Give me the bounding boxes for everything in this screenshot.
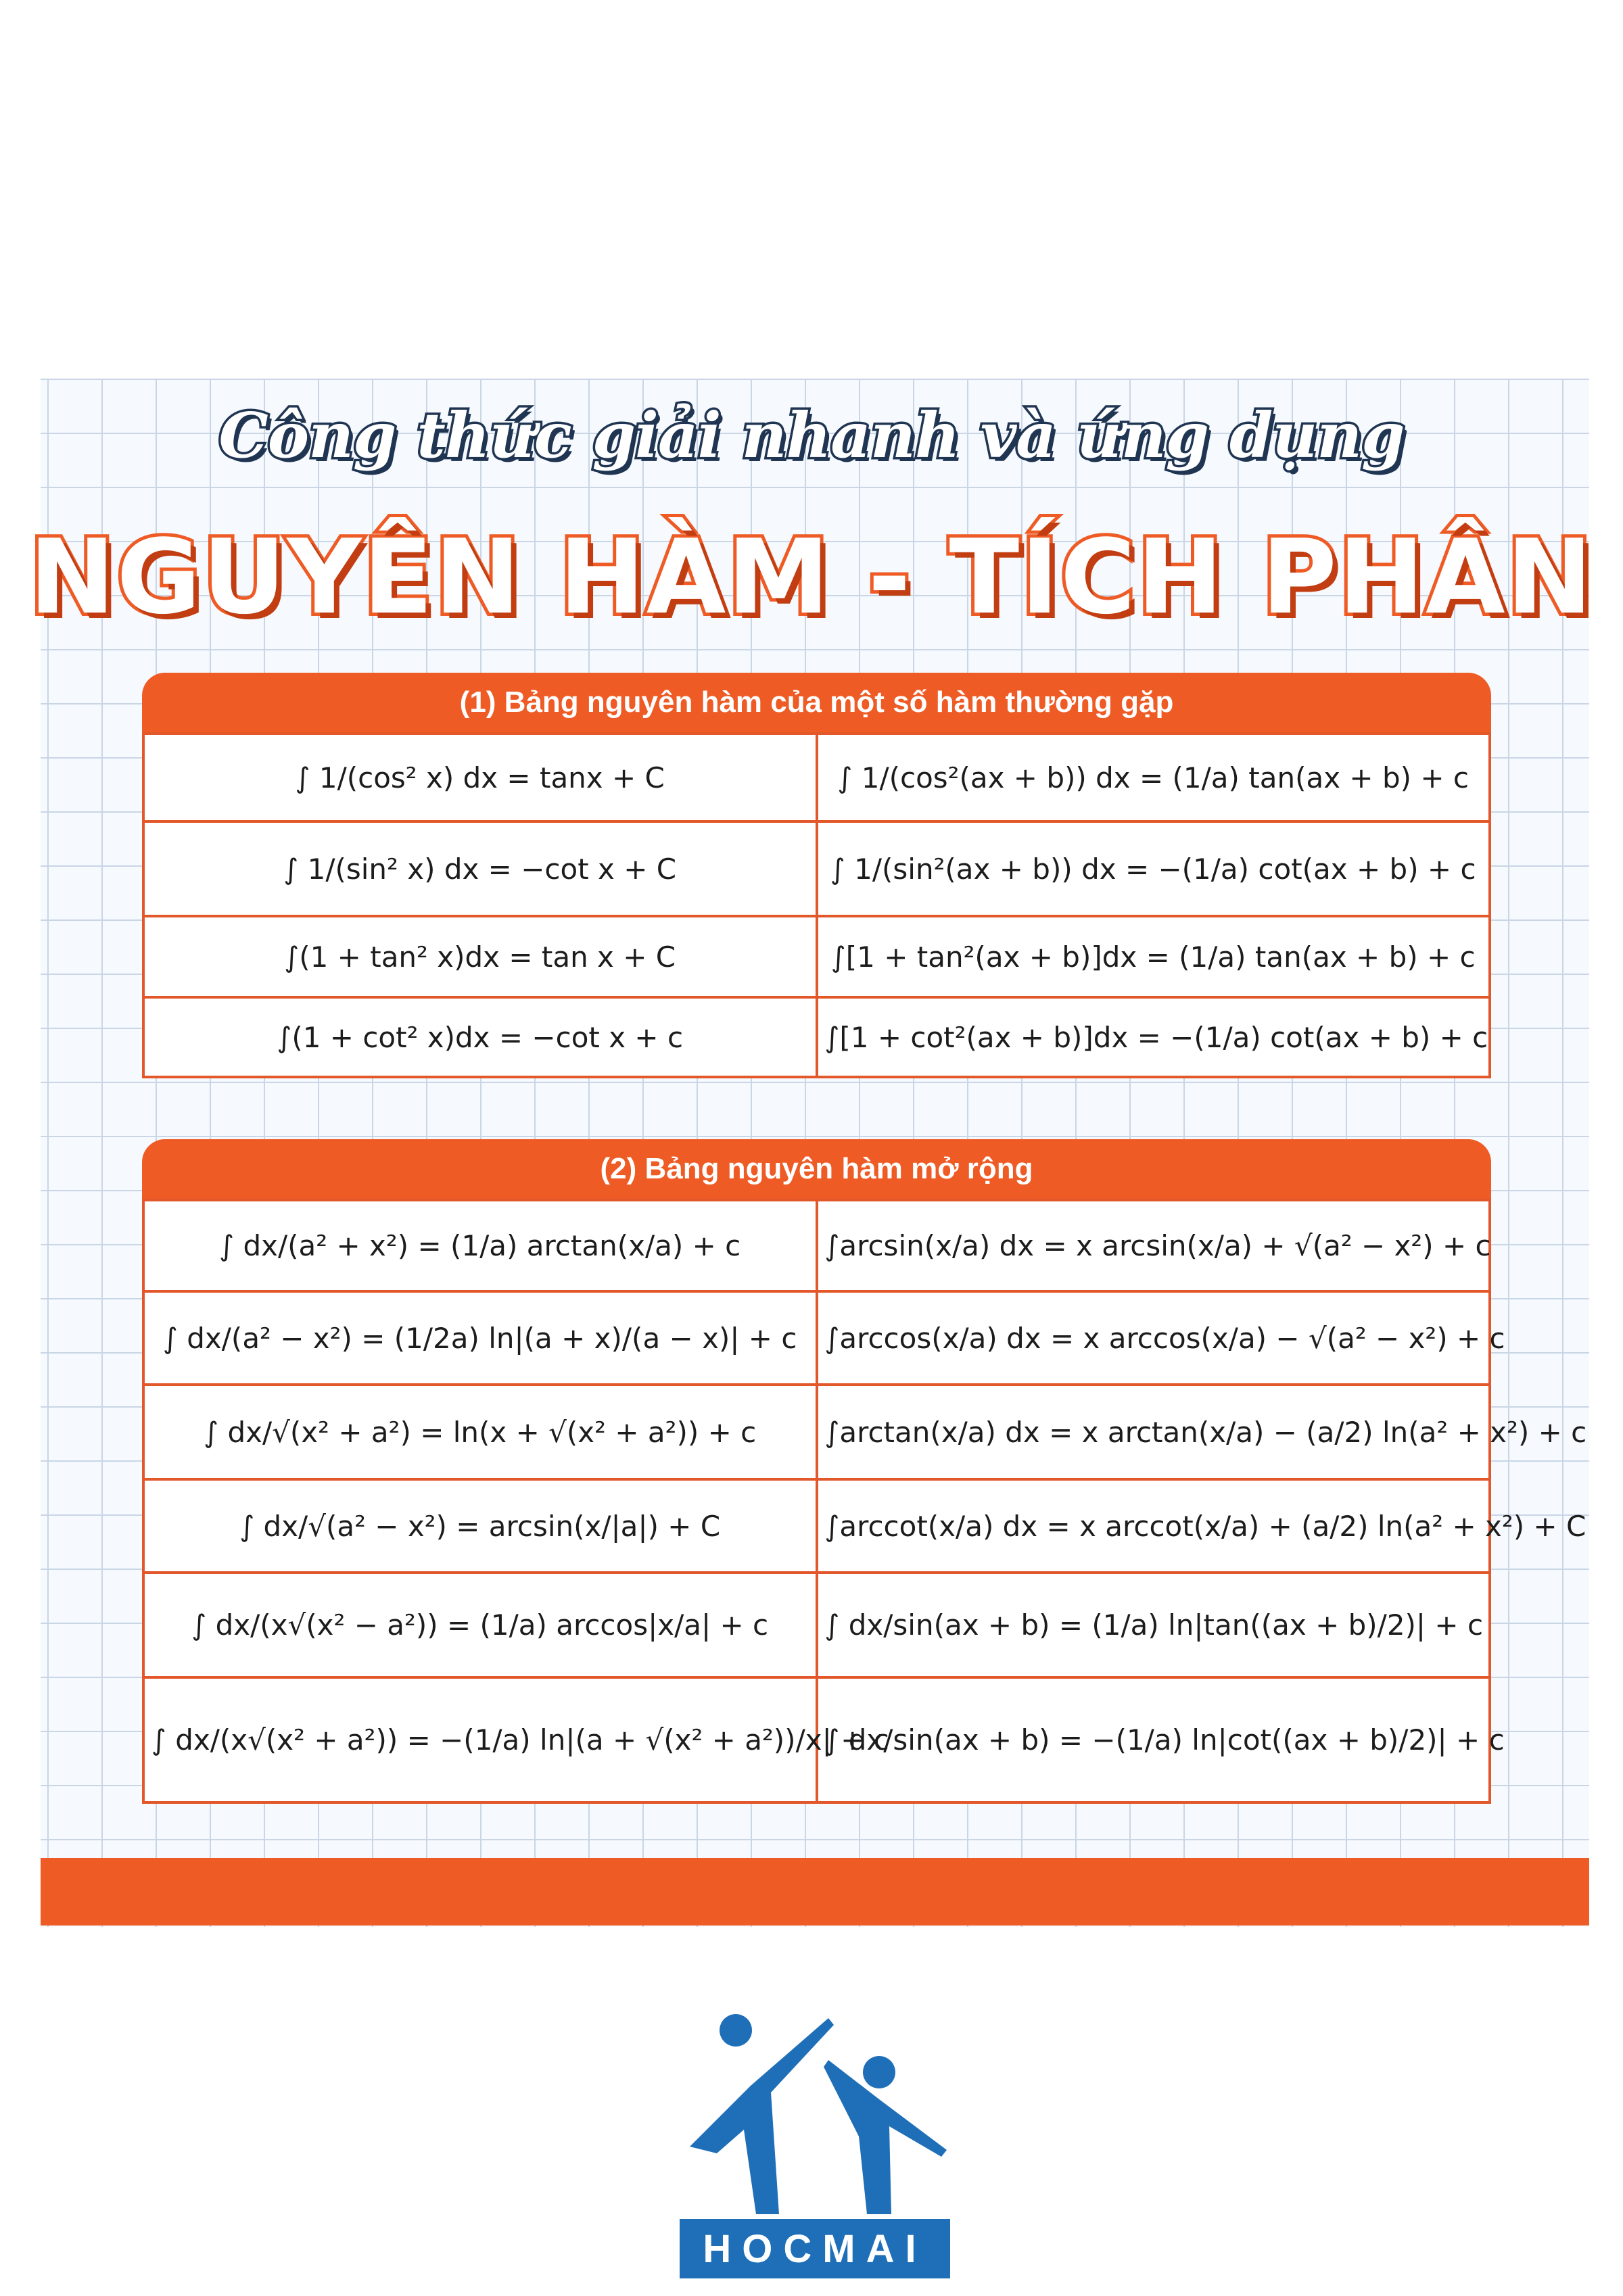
formula-cell: ∫[1 + cot²(ax + b)]dx = −(1/a) cot(ax + b) + c: [817, 997, 1490, 1077]
formula-cell: ∫ dx/sin(ax + b) = (1/a) ln|tan((ax + b)/2)| + c: [817, 1573, 1490, 1677]
section-extended-antiderivatives: [142, 1139, 1587, 1802]
formula-cell: ∫arctan(x/a) dx = x arctan(x/a) − (a/2) ln(a² + x²) + c: [817, 1385, 1490, 1479]
table-row: [143, 1291, 1490, 1385]
section-heading: (1) Bảng nguyên hàm của một số hàm thường gặp: [142, 673, 1491, 732]
formula-cell: ∫arccot(x/a) dx = x arccot(x/a) + (a/2) ln(a² + x²) + C: [817, 1479, 1490, 1573]
table-row: [143, 1385, 1490, 1479]
formula-cell: ∫ 1/(sin² x) dx = −cot x + C: [143, 821, 817, 916]
formula-table: [142, 1199, 1587, 1804]
poster-subtitle: Công thức giải nhanh và ứng dụng: [218, 399, 1405, 472]
formula-cell: ∫ dx/√(x² + a²) = ln(x + √(x² + a²)) + c: [143, 1385, 817, 1479]
table-row: [143, 997, 1490, 1077]
formula-cell: ∫ 1/(sin²(ax + b)) dx = −(1/a) cot(ax + b) + c: [817, 821, 1490, 916]
formula-cell: ∫ 1/(cos² x) dx = tanx + C: [143, 734, 817, 821]
formula-cell: ∫(1 + cot² x)dx = −cot x + c: [143, 997, 817, 1077]
formula-cell: ∫(1 + tan² x)dx = tan x + C: [143, 916, 817, 997]
table-row: [143, 1479, 1490, 1573]
hocmai-logo: HOCMAI: [680, 2219, 950, 2278]
bottom-accent-bar: [41, 1858, 1589, 1926]
table-row: [143, 1573, 1490, 1677]
section-basic-antiderivatives: [142, 673, 1491, 1078]
formula-cell: ∫ dx/sin(ax + b) = −(1/a) ln|cot((ax + b)/2)| + c: [817, 1677, 1490, 1802]
table-row: [143, 916, 1490, 997]
formula-cell: ∫ dx/(x√(x² − a²)) = (1/a) arccos|x/a| + c: [143, 1573, 817, 1677]
formula-cell: ∫ 1/(cos²(ax + b)) dx = (1/a) tan(ax + b) + c: [817, 734, 1490, 821]
formula-cell: ∫arccos(x/a) dx = x arccos(x/a) − √(a² − x²) + c: [817, 1291, 1490, 1385]
poster-title: NGUYÊN HÀM - TÍCH PHÂN: [29, 517, 1594, 637]
formula-cell: ∫ dx/√(a² − x²) = arcsin(x/|a|) + C: [143, 1479, 817, 1573]
table-row: [143, 821, 1490, 916]
formula-cell: ∫[1 + tan²(ax + b)]dx = (1/a) tan(ax + b) + c: [817, 916, 1490, 997]
formula-cell: ∫arcsin(x/a) dx = x arcsin(x/a) + √(a² − x²) + c: [817, 1200, 1490, 1291]
formula-table: [142, 732, 1491, 1078]
table-row: [143, 1200, 1490, 1291]
section-heading: (2) Bảng nguyên hàm mở rộng: [142, 1139, 1491, 1199]
formula-cell: ∫ dx/(x√(x² + a²)) = −(1/a) ln|(a + √(x² + a²))/x| + c: [143, 1677, 817, 1802]
table-row: [143, 734, 1490, 821]
table-row: [143, 1677, 1490, 1802]
formula-cell: ∫ dx/(a² + x²) = (1/a) arctan(x/a) + c: [143, 1200, 817, 1291]
formula-cell: ∫ dx/(a² − x²) = (1/2a) ln|(a + x)/(a − x)| + c: [143, 1291, 817, 1385]
